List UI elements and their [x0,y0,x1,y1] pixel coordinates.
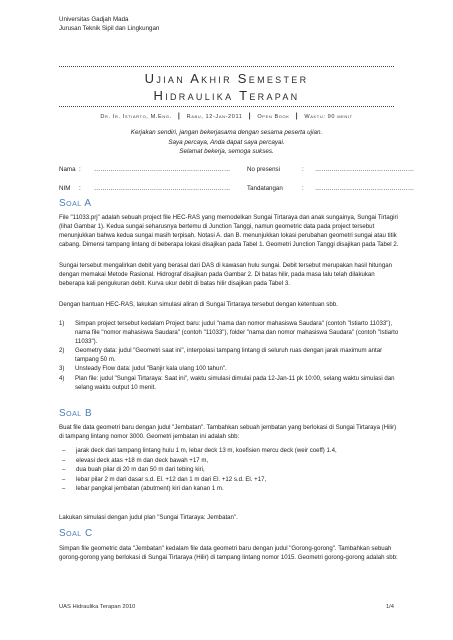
list-text: Simpan project tersebut kedalam Project baru: judul "nama dan nomor mahasiswa Saudara" (contoh "Istiarto 11033"), nama file "nomor mahasiswa Saudara" (contoh "11033"), folder "nama dan nomor mahasiswa Saudara" (contoh "Istiarto 11033"). [75,320,399,346]
page-number: 1/4 [385,604,394,610]
list-text: Unsteady Flow data: judul "Banjir kala ulang 100 tahun". [75,365,227,373]
instruction-line: Kerjakan sendiri, jangan bekerjasama dengan sesama peserta ujian. [130,129,323,136]
title-rule-bottom [59,106,394,107]
list-text: elevasi deck atas +18 m dan deck bawah +17 m, [76,456,209,464]
exam-instructions [0,128,453,157]
colon: : [302,166,304,173]
list-number: 4) [59,374,65,382]
student-info-row-2 [59,185,414,194]
title-block [0,70,453,104]
name-blank: ………………………………………………………… [94,166,231,173]
exam-title: Ujian Akhir Semester [144,71,309,86]
university-name: Universitas Gadjah Mada [59,16,129,23]
soal-a-paragraph-2: Sungai tersebut mengalirkan debit yang berasal dari DAS di kawasan hulu sungai. Debit tersebut merupakan hasil hitungan dengan memakai Metode Rasional. Hidrograf disajikan pada Gambar 2. Di batas hilir, pada masa lalu telah dilakukan beberapa kali pengukuran debit. Kurva ukur debit di batas hilir disajikan pada Tabel 3. [59,262,392,288]
meta-separator: | [295,113,299,120]
list-item [59,475,399,484]
list-text: dua buah pilar di 20 m dan 50 m dari tebing kiri, [76,466,205,474]
presensi-label: No presensi [247,166,281,173]
meta-separator: | [177,113,181,120]
list-number: 3) [59,365,65,373]
list-text: jarak deck dari tampang lintang hulu 1 m, lebar deck 13 m, koefisien mercu deck (weir coeff) 1.4, [76,447,337,454]
exam-date: Rabu, 12-Jan-2011 [186,114,243,120]
student-info-row-1 [59,166,414,175]
nim-blank: ………………………………………………………… [94,185,231,192]
list-text: Plan file: judul "Sungai Tirtaraya: Saat ini", waktu simulasi dimulai pada 12-Jan-11 pk 10:00, selang waktu simulasi dan selang waktu output 10 menit. [75,374,395,391]
list-text: Geometry data: judul "Geometri saat ini", interpolasi tampang lintang di seluruh ruas dengan jarak maximum antar tampang 50 m. [75,347,383,364]
list-number: 2) [59,347,65,355]
list-dash: – [62,466,66,474]
section-heading-b: Soal B [59,408,93,419]
soal-b-paragraph-1: Buat file data geometri baru dengan judul "Jembatan". Tambahkan sebuah jembatan yang berlokasi di Sungai Tirtaraya (Hilir) di tampang lintang nomor 3000. Geometri jembatan ini adalah sbb: [59,424,397,441]
soal-a-paragraph-3: Dengan bantuan HEC-RAS, lakukan simulasi aliran di Sungai Tirtaraya tersebut dengan ketentuan sbb. [59,301,338,308]
page-header [59,15,159,33]
title-rule-top [59,66,394,67]
colon: : [302,185,304,192]
section-heading-a: Soal A [59,198,92,209]
presensi-blank: ………………………………………… [315,166,414,173]
signature-blank: ………………………………………… [315,185,414,192]
list-dash: – [62,456,66,464]
signature-label: Tandatangan [247,185,283,192]
list-dash: – [62,447,66,454]
course-title: Hidraulika Terapan [153,88,300,103]
colon: : [79,166,81,173]
meta-separator: | [248,113,252,120]
list-dash: – [62,475,66,483]
exam-author: Dr. Ir. Istiarto, M.Eng. [100,114,172,120]
soal-c-paragraph-1: Simpan file geometric data "Jembatan" kedalam file data geometri baru dengan judul "Gorong-gorong". Tambahkan sebuah gorong-gorong yang berlokasi di Sungai Tirtaraya (Hilir) di tampang lintang nomor 1015. Geometri gorong-gorong adalah sbb: [59,545,398,562]
soal-b-paragraph-2: Lakukan simulasi dengan judul plan "Sungai Tirtaraya: Jembatan". [59,514,238,521]
list-item [59,465,399,474]
page-footer [59,604,394,610]
list-number: 1) [59,320,65,327]
list-text: lebar pilar 2 m dari dasar s.d. El. +12 dan 1 m dari El. +12 s.d. El. +17, [76,475,267,483]
list-item [59,456,399,465]
name-label: Nama [59,166,76,173]
list-item [59,364,399,373]
instruction-line: Selamat bekerja, semoga sukses. [179,148,274,156]
list-text: lebar pangkal jembatan (abutment) kiri dan kanan 1 m. [76,485,224,493]
list-item [59,446,399,455]
list-dash: – [62,485,66,493]
exam-book-type: Open Book [257,114,290,120]
soal-a-paragraph-1: File "11033.prj" adalah sebuah project file HEC-RAS yang memodelkan Sungai Tirtaraya dan anak sungainya, Sungai Tirtagiri (lihat Gambar 1). Kedua sungai seharusnya bertemu di Junction Tanggi, namun geometric data pada project tersebut menunjukkan bahwa kedua sungai masih terpisah. Notasi A. dan B. menunjukkan lokasi perubahan geometri sungai atau titik cabang. Dimensi tampang lintang di beberapa lokasi disajikan pada Tabel 1. Geometri Junction Tanggi disajikan pada Tabel 2. [59,214,399,249]
instruction-line: Saya percaya, Anda dapat saya percayai. [168,138,285,146]
list-item [59,346,399,364]
soal-a-task-list [59,319,399,392]
list-item [59,484,399,493]
list-item [59,374,399,392]
list-item [59,319,399,346]
colon: : [79,185,81,192]
department-name: Jurusan Teknik Sipil dan Lingkungan [59,25,160,32]
exam-duration: Waktu: 90 menit [304,114,353,120]
section-heading-c: Soal C [59,528,93,539]
soal-b-bridge-list [59,446,399,494]
exam-meta [0,113,453,120]
nim-label: NIM [59,185,71,192]
footer-course: UAS Hidraulika Terapan 2010 [59,604,136,610]
